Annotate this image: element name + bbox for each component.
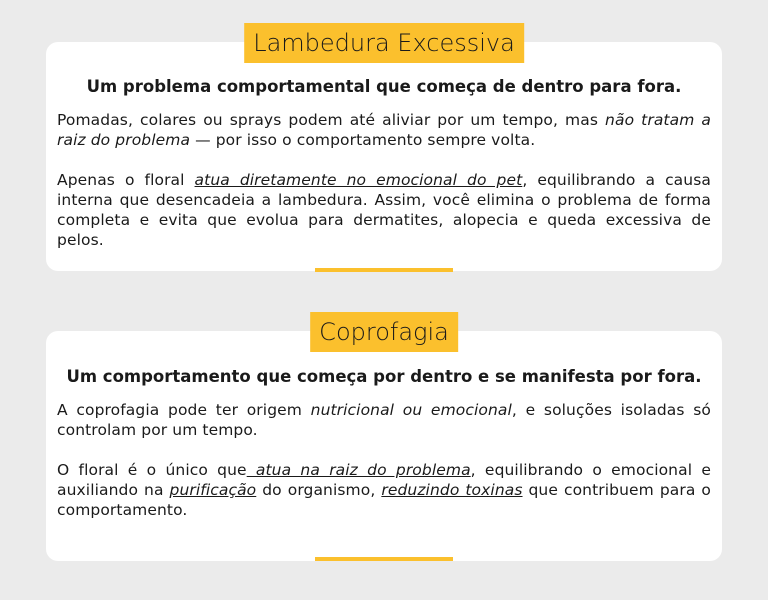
emphasis: nutricional ou emocional	[310, 401, 512, 419]
underlined-emphasis: purificação	[169, 481, 257, 499]
underlined-emphasis: atua diretamente no emocional do pet	[194, 171, 523, 189]
text: A coprofagia pode ter origem	[57, 401, 311, 419]
underlined-emphasis: atua na raiz do problema	[246, 461, 471, 479]
section-title-tag: Coprofagia	[310, 312, 458, 352]
paragraph	[57, 170, 711, 250]
text: Apenas o floral	[57, 171, 195, 189]
accent-bar	[315, 557, 453, 561]
accent-bar	[315, 268, 453, 272]
card-coprofagia	[46, 331, 722, 561]
section-subtitle: Um problema comportamental que começa de dentro para fora.	[86, 77, 682, 96]
paragraph	[57, 110, 711, 150]
text: O floral é o único que	[57, 461, 247, 479]
text: que contribuem para o comportamento.	[57, 481, 711, 519]
text: do organismo,	[256, 481, 382, 499]
underlined-emphasis: reduzindo toxinas	[381, 481, 523, 499]
section-subtitle: Um comportamento que começa por dentro e se manifesta por fora.	[66, 367, 702, 386]
section-title-tag: Lambedura Excessiva	[244, 23, 524, 63]
emphasis: não tratam a raiz do problema	[57, 111, 712, 149]
card-lambedura	[46, 42, 722, 271]
text: , e soluções isoladas só controlam por um tempo.	[57, 401, 711, 439]
text: , equilibrando a causa interna que desencadeia a lambedura. Assim, você elimina o problema de forma completa e evita que evolua para dermatites, alopecia e queda excessiva de pelos.	[57, 171, 711, 249]
paragraph	[57, 460, 711, 520]
text: , equilibrando o emocional e auxiliando na	[57, 461, 711, 499]
paragraph	[57, 400, 711, 440]
text: — por isso o comportamento sempre volta.	[190, 131, 536, 149]
text: Pomadas, colares ou sprays podem até aliviar por um tempo, mas	[57, 111, 606, 129]
